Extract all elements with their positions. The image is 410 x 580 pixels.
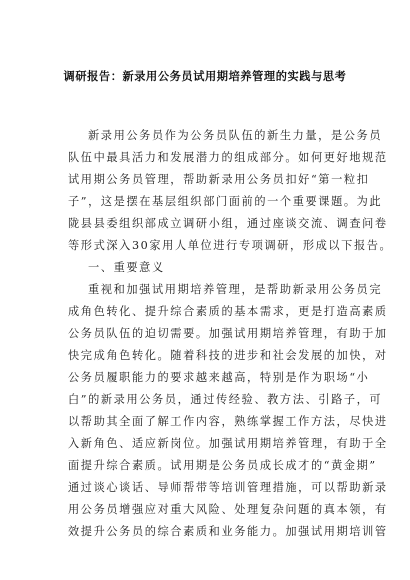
paragraph-line: 以帮助其全面了解工作内容，熟练掌握工作方法，尽快进	[68, 415, 388, 428]
paragraph-line: 通过谈心谈话、导师帮带等培训管理措施，可以帮助新录	[68, 481, 388, 494]
paragraph-line: 子”，这是摆在基层组织部门面前的一个重要课题。为此	[68, 195, 383, 208]
paragraph-line: 效提升公务员的综合素质和业务能力。加强试用期培训管	[68, 525, 388, 538]
paragraph-line: 等形式深入30家用人单位进行专项调研，形成以下报告。	[68, 239, 393, 252]
paragraph-line: 试用期公务员管理，帮助新录用公务员扣好“第一粒扣	[68, 173, 370, 186]
paragraph-line: 面提升综合素质。试用期是公务员成长成才的“黄金期”	[68, 459, 377, 472]
section-heading: 一、重要意义	[88, 261, 165, 274]
paragraph-line: 成角色转化、提升综合素质的基本需求，更是打造高素质	[68, 305, 388, 318]
paragraph-line: 入新角色、适应新岗位。加强试用期培养管理，有助于全	[68, 437, 388, 450]
paragraph-line: 队伍中最具活力和发展潜力的组成部分。如何更好地规范	[68, 151, 388, 164]
paragraph-line: 公务员履职能力的要求越来越高，特别是作为职场“小	[68, 371, 370, 384]
paragraph-line: 白”的新录用公务员，通过传经验、教方法、引路子，可	[68, 393, 383, 406]
document-title: 调研报告：新录用公务员试用期培养管理的实践与思考	[63, 69, 347, 83]
paragraph-line: 用公务员增强应对重大风险、处理复杂问题的真本领，有	[68, 503, 388, 516]
paragraph-line: 重视和加强试用期培养管理，是帮助新录用公务员完	[88, 283, 383, 296]
paragraph-line: 新录用公务员作为公务员队伍的新生力量，是公务员	[88, 129, 383, 142]
paragraph-line: 陇县县委组织部成立调研小组，通过座谈交流、调查问卷	[68, 217, 388, 230]
paragraph-line: 公务员队伍的迫切需要。加强试用期培养管理，有助于加	[68, 327, 388, 340]
paragraph-line: 快完成角色转化。随着科技的进步和社会发展的加快，对	[68, 349, 388, 362]
